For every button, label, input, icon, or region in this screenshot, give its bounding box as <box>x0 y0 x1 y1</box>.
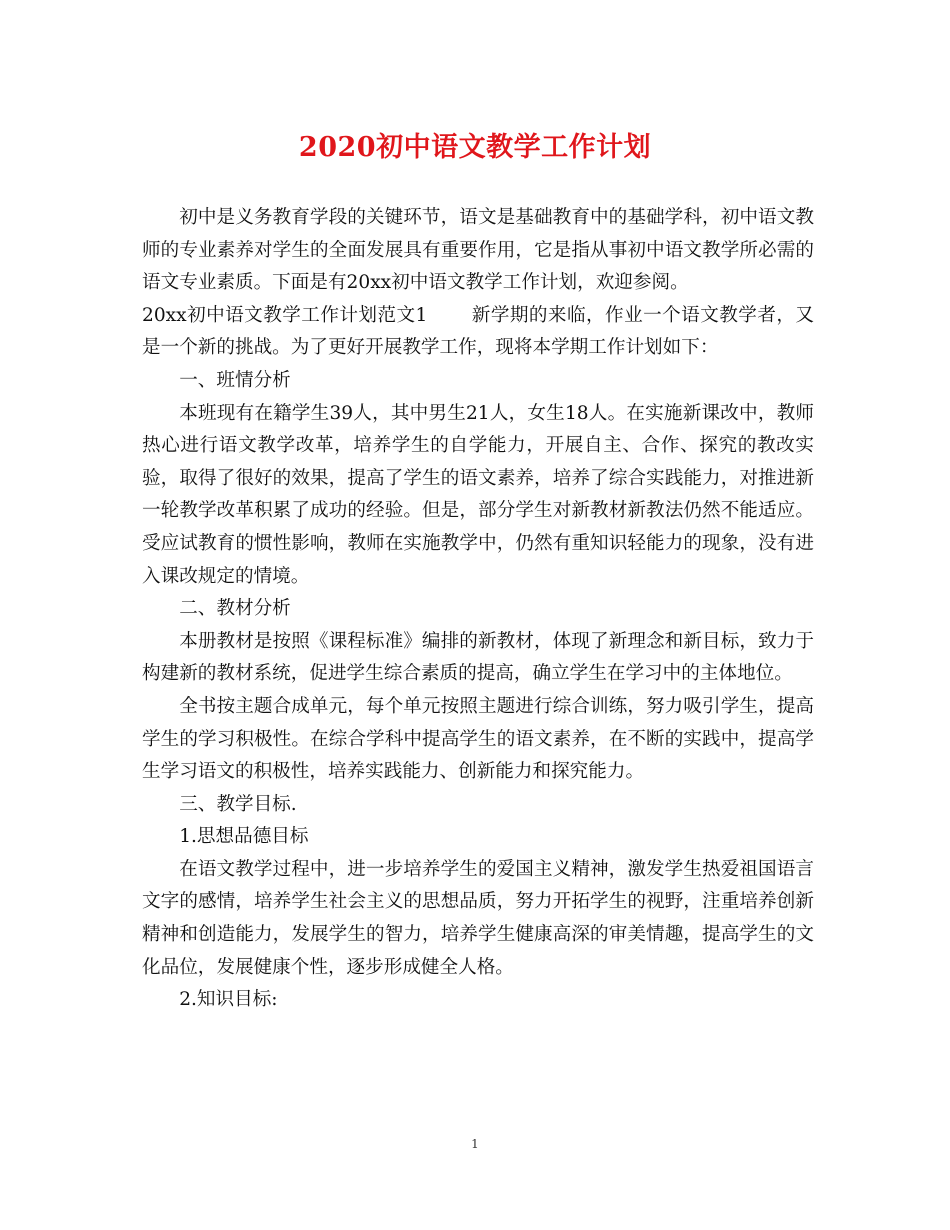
document-body <box>142 202 814 1017</box>
heading-class-analysis: 一、班情分析 <box>179 369 291 391</box>
plan-intro-text: 新学期的来临，作业一个语文教学者，又是一个新的挑战。为了更好开展教学工作，现将本学期工作计划如下： <box>142 304 814 359</box>
document-title: 2020初中语文教学工作计划 <box>298 132 652 163</box>
class-analysis-paragraph: 本班现有在籍学生39人，其中男生21人，女生18人。在实施新课改中，教师热心进行语文教学改革，培养学生的自学能力，开展自主、合作、探究的教改实验，取得了很好的效果，提高了学生的语文素养，培养了综合实践能力，对推进新一轮教学改革积累了成功的经验。但是，部分学生对新教材新教法仍然不能适应。受应试教育的惯性影响，教师在实施教学中，仍然有重知识轻能力的现象，没有进入课改规定的情境。 <box>142 402 814 587</box>
section-label: 20xx初中语文教学工作计划范文1 <box>142 304 428 326</box>
moral-goals-paragraph: 在语文教学过程中，进一步培养学生的爱国主义精神，激发学生热爱祖国语言文字的感情，培养学生社会主义的思想品质，努力开拓学生的视野，注重培养创新精神和创造能力，发展学生的智力，培养学生健康高深的审美情趣，提高学生的文化品位，发展健康个性，逐步形成健全人格。 <box>142 858 814 978</box>
subheading-knowledge-goals: 2.知识目标: <box>179 989 278 1011</box>
textbook-paragraph-1: 本册教材是按照《课程标准》编排的新教材，体现了新理念和新目标，致力于构建新的教材系统，促进学生综合素质的提高，确立学生在学习中的主体地位。 <box>142 630 814 685</box>
textbook-paragraph-2: 全书按主题合成单元，每个单元按照主题进行综合训练，努力吸引学生，提高学生的学习积极性。在综合学科中提高学生的语文素养，在不断的实践中，提高学生学习语文的积极性，培养实践能力、创新能力和探究能力。 <box>142 695 814 783</box>
heading-textbook-analysis: 二、教材分析 <box>179 598 291 620</box>
plan-paragraph <box>142 300 814 365</box>
heading-teaching-goals: 三、教学目标. <box>179 793 297 815</box>
intro-paragraph: 初中是义务教育学段的关键环节，语文是基础教育中的基础学科，初中语文教师的专业素养对学生的全面发展具有重要作用，它是指从事初中语文教学所必需的语文专业素质。下面是有20xx初中语文教学工作计划，欢迎参阅。 <box>142 207 814 294</box>
page-number: 1 <box>471 1137 479 1151</box>
subheading-moral-goals: 1.思想品德目标 <box>179 826 309 848</box>
